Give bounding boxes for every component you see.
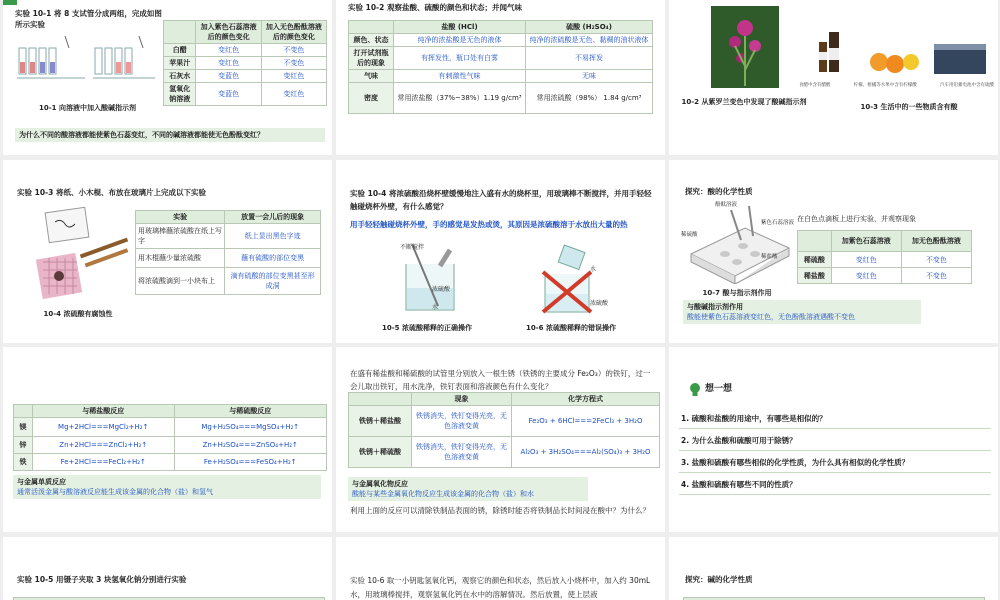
product-labels: [799, 82, 994, 88]
intro-text: 在盛有稀盐酸和稀硫酸的试管里分别放入一根生锈（铁锈的主要成分 Fe₂O₃）的铁钉，过一会儿取出铁钉，用水洗净，铁钉表面和溶液颜色有什么变化？: [350, 369, 651, 391]
slide-thumbnail-11[interactable]: [336, 537, 665, 600]
col-header: [349, 21, 394, 34]
cell: 不易挥发: [526, 47, 653, 70]
corrosion-table: [135, 210, 321, 295]
row-label: 苹果汁: [164, 57, 196, 70]
cell: 变红色: [196, 57, 261, 70]
col-header: [164, 21, 196, 44]
cell: 变红色: [261, 83, 326, 106]
slide-thumbnail-4[interactable]: [3, 160, 332, 343]
summary-note: [348, 477, 588, 501]
label-dilute-sulfuric: 稀硫酸: [681, 232, 698, 238]
figure-caption: 10-1 向溶液中加入酸碱指示剂: [39, 104, 136, 112]
col-header: [798, 231, 832, 252]
test-tubes-illustration: [15, 34, 160, 94]
note-title: 与金属氧化物反应: [352, 480, 408, 488]
label-acid: 浓硫酸: [432, 286, 451, 293]
slide-thumbnail-7[interactable]: [3, 347, 332, 532]
correct-dilution-illustration: [376, 240, 486, 318]
col-header: 化学方程式: [512, 393, 660, 406]
label-phenolphthalein: 酚酞溶液: [715, 202, 738, 208]
col-header: 加紫色石蕊溶液: [831, 231, 901, 252]
cell: 铁锈消失，铁钉变得光亮，无色溶液变黄: [412, 437, 512, 468]
label-water: 水: [432, 304, 439, 311]
product-label: 汽车用铅蓄电池中含有硫酸: [940, 83, 994, 88]
cell: Zn+2HCl===ZnCl₂+H₂↑: [33, 437, 175, 454]
cell: 无味: [526, 70, 653, 83]
slide-thumbnail-1[interactable]: [3, 0, 332, 155]
experiment-title: 实验 10-5 用镊子夹取 3 块氢氧化钠分别进行实验: [17, 575, 187, 584]
note-title: 与酸碱指示剂作用: [687, 303, 743, 311]
cell: 将浓硫酸滴到一小块布上: [136, 268, 225, 295]
question-banner: 为什么不同的酸溶液都能使紫色石蕊变红，不同的碱溶液都能使无色酚酞变红？: [15, 128, 325, 142]
note-text: 酸能与某些金属氧化物反应生成该金属的化合物（盐）和水: [352, 490, 534, 498]
note-text: 通常活泼金属与酸溶液反应能生成该金属的化合物（盐）和氢气: [17, 488, 213, 496]
row-label: 打开试剂瓶后的现象: [349, 47, 394, 70]
acid-products-illustration: [799, 26, 994, 82]
cell: 用玻璃棒蘸浓硫酸在纸上写字: [136, 224, 225, 249]
spot-plate-illustration: [687, 202, 795, 284]
acid-indicator-table: [797, 230, 972, 284]
inquiry-title: 探究：酸的化学性质: [685, 187, 753, 196]
cell: 纸上显出黑色字迹: [225, 224, 321, 249]
row-label: 气味: [349, 70, 394, 83]
row-label: 铁锈＋稀硫酸: [349, 437, 412, 468]
col-header: 实验: [136, 211, 225, 224]
cell: 有刺激性气味: [394, 70, 526, 83]
think-question: 2. 为什么盐酸和硫酸可用于除锈？: [679, 431, 991, 451]
lightbulb-icon: [689, 383, 701, 397]
indicator-table: [163, 20, 327, 106]
col-header: [349, 393, 412, 406]
row-label: 白醋: [164, 44, 196, 57]
cell: 变红色: [831, 268, 901, 284]
cell: 纯净的浓盐酸是无色的液体: [394, 34, 526, 47]
cell: 不变色: [901, 268, 971, 284]
cell: Fe+H₂SO₄===FeSO₄+H₂↑: [174, 454, 327, 471]
label-litmus: 紫色石蕊溶液: [761, 220, 795, 226]
cell: Mg+H₂SO₄===MgSO₄+H₂↑: [174, 418, 327, 437]
cell: 蘸有硫酸的部位变黑: [225, 249, 321, 268]
think-question: 3. 盐酸和硫酸有哪些相似的化学性质，为什么具有相似的化学性质？: [679, 453, 991, 473]
cell: Fe+2HCl===FeCl₂+H₂↑: [33, 454, 175, 471]
figure-caption: 10-3 生活中的一些物质含有酸: [860, 103, 958, 111]
cell: 铁锈消失，铁钉变得光亮，无色溶液变黄: [412, 406, 512, 437]
footer-question: 利用上面的反应可以清除铁制品表面的锈，除锈时能否将铁制品长时间浸在酸中？为什么？: [350, 506, 650, 515]
cell: 不变色: [261, 57, 326, 70]
cell: 常用浓硫酸（98%） 1.84 g/cm³: [526, 83, 653, 114]
col-header: 硫酸 (H₂SO₄): [526, 21, 653, 34]
experiment-title: 实验 10-2 观察盐酸、硫酸的颜色和状态；并闻气味: [348, 3, 522, 12]
slide-thumbnail-12[interactable]: [669, 537, 998, 600]
cell: 纯净的浓硫酸是无色、黏稠的油状液体: [526, 34, 653, 47]
note-title: 与金属单质反应: [17, 478, 66, 486]
row-label: 铁: [14, 454, 33, 471]
slide-thumbnail-10[interactable]: [3, 537, 332, 600]
col-header: 加入紫色石蕊溶液后的颜色变化: [196, 21, 261, 44]
cell: 用木棍蘸少量浓硫酸: [136, 249, 225, 268]
think-title: 想一想: [705, 384, 733, 394]
metal-reaction-table: [13, 404, 327, 471]
slide-thumbnail-5[interactable]: [336, 160, 665, 343]
experiment-title: 实验 10-3 将纸、小木棍、布放在玻璃片上完成以下实验: [17, 188, 206, 197]
cell: Fe₂O₃ + 6HCl===2FeCl₃ + 3H₂O: [512, 406, 660, 437]
col-header: 盐酸 (HCl): [394, 21, 526, 34]
cell: 不变色: [261, 44, 326, 57]
label-dilute-hcl: 稀盐酸: [761, 254, 778, 260]
experiment-title: 实验 10-4 将浓硫酸沿烧杯壁缓慢地注入盛有水的烧杯里，用玻璃棒不断搅拌，并用手轻轻触碰烧杯外壁，有什么感觉？: [350, 189, 652, 211]
acid-properties-table: [348, 20, 653, 114]
col-header: 与稀硫酸反应: [174, 405, 327, 418]
cell: 变红色: [831, 252, 901, 268]
answer-text: 用手轻轻触碰烧杯外壁，手的感觉是发热或烫，其原因是浓硫酸溶于水放出大量的热: [350, 220, 628, 229]
figure-caption: 10-2 从紫罗兰变色中发现了酸碱指示剂: [681, 98, 807, 106]
slide-thumbnail-9[interactable]: [669, 347, 998, 532]
row-label: 镁: [14, 418, 33, 437]
figure-caption: 10-7 酸与指示剂作用: [702, 289, 772, 297]
cell: 不变色: [901, 252, 971, 268]
label-water-2: 水: [590, 266, 597, 273]
product-label: 食醋中含有醋酸: [799, 83, 831, 88]
col-header: 现象: [412, 393, 512, 406]
row-label: 稀硫酸: [798, 252, 832, 268]
slide-thumbnail-8[interactable]: [336, 347, 665, 532]
row-label: 稀盐酸: [798, 268, 832, 284]
col-header: [14, 405, 33, 418]
cell: 变蓝色: [196, 70, 261, 83]
corrosion-illustration: [29, 206, 129, 301]
row-label: 颜色、状态: [349, 34, 394, 47]
cell: 变蓝色: [196, 83, 261, 106]
row-label: 石灰水: [164, 70, 196, 83]
experiment-title: 实验 10-1 将 8 支试管分成两组，完成如图所示实验: [15, 9, 162, 29]
figure-caption: 10-5 浓硫酸稀释的正确操作: [382, 324, 472, 332]
slide-marker: [3, 0, 17, 5]
summary-note: [683, 300, 921, 324]
rust-reaction-table: [348, 392, 660, 468]
note-text: 酸能使紫色石蕊溶液变红色，无色酚酞溶液遇酸不变色: [687, 313, 855, 321]
experiment-text: 实验 10-6 取一小钥匙氢氧化钙，观察它的颜色和状态，然后放入小烧杯中，加入约 30mL 水，用玻璃棒搅拌，观察氢氧化钙在水中的溶解情况。然后放置，使上层液: [350, 576, 651, 599]
think-question: 1. 硫酸和盐酸的用途中，有哪些是相似的？: [679, 409, 991, 429]
col-header: 放置一会儿后的现象: [225, 211, 321, 224]
cell: 变红色: [261, 70, 326, 83]
label-acid-2: 浓硫酸: [590, 300, 609, 307]
think-question: 4. 盐酸和硫酸有哪些不同的性质？: [679, 475, 991, 495]
figure-caption: 10-6 浓硫酸稀释的错误操作: [526, 324, 616, 332]
instruction-text: 在白色点滴板上进行实验，并观察现象: [797, 215, 916, 223]
cell: 滴有硫酸的部位变黑甚至形成洞: [225, 268, 321, 295]
row-label: 铁锈＋稀盐酸: [349, 406, 412, 437]
row-label: 锌: [14, 437, 33, 454]
figure-caption: 10-4 浓硫酸有腐蚀性: [43, 310, 113, 318]
slide-thumbnail-2[interactable]: [336, 0, 665, 155]
col-header: 加入无色酚酞溶液后的颜色变化: [261, 21, 326, 44]
cell: 常用浓盐酸（37%~38%）1.19 g/cm³: [394, 83, 526, 114]
row-label: 氢氧化钠溶液: [164, 83, 196, 106]
slide-thumbnail-3[interactable]: [669, 0, 998, 155]
col-header: 与稀盐酸反应: [33, 405, 175, 418]
product-label: 柠檬、柑橘等水果中含有柠檬酸: [853, 83, 917, 88]
label-stir: 不断搅拌: [400, 244, 425, 251]
summary-note: [13, 475, 321, 499]
cell: 有挥发性，瓶口处有白雾: [394, 47, 526, 70]
slide-thumbnail-6[interactable]: [669, 160, 998, 343]
cell: 变红色: [196, 44, 261, 57]
cell: Mg+2HCl===MgCl₂+H₂↑: [33, 418, 175, 437]
row-label: 密度: [349, 83, 394, 114]
violet-flower-photo: [711, 6, 779, 88]
cell: Zn+H₂SO₄===ZnSO₄+H₂↑: [174, 437, 327, 454]
col-header: 加无色酚酞溶液: [901, 231, 971, 252]
cell: Al₂O₃ + 3H₂SO₄===Al₂(SO₄)₃ + 3H₂O: [512, 437, 660, 468]
inquiry-title: 探究：碱的化学性质: [685, 575, 753, 584]
